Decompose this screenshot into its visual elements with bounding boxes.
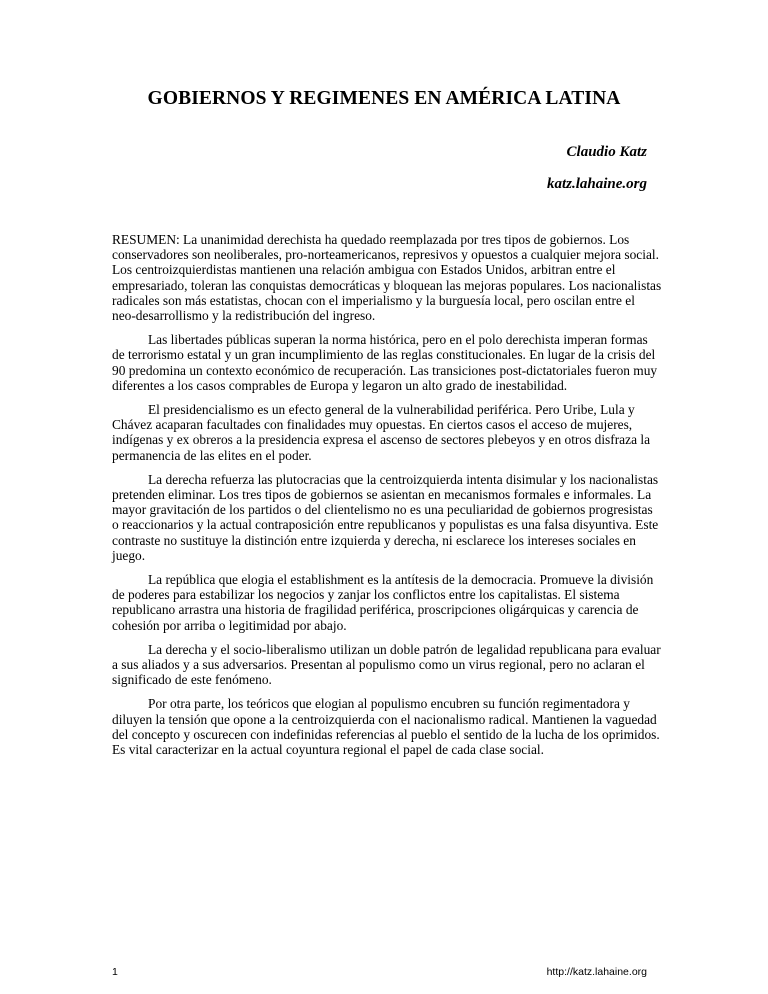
footer-url: http://katz.lahaine.org [546,966,647,978]
document-body [112,232,662,766]
body-paragraph: La derecha y el socio-liberalismo utilizan un doble patrón de legalidad republicana para evaluar a sus aliados y a sus adversarios. Presentan al populismo como un virus regional, pero no aclaran el significado de este fenómeno. [112,641,661,688]
summary-paragraph: RESUMEN: La unanimidad derechista ha quedado reemplazada por tres tipos de gobiernos. Los conservadores son neoliberales, pro-norteamericanos, represivos y opuestos a cualquier mejora social. Los centroizquierdistas mantienen una relación ambigua con Estados Unidos, arbitran entre el empresariado, toleran las conquistas democráticas y bloquean las mejoras populares. Los nacionalistas radicales son más estatistas, chocan con el imperialismo y la burguesía local, pero oscilan entre el neo-desarrollismo y la redistribución del ingreso. [112,232,662,324]
body-paragraph: Por otra parte, los teóricos que elogian al populismo encubren su función regimentadora y diluyen la tensión que opone a la centroizquierda con el nacionalismo radical. Mantienen la vaguedad del concepto y oscurecen con indefinidas referencias al pueblo el sentido de la lucha de los oprimidos. Es vital caracterizar en la actual coyuntura regional el papel de cada clase social. [112,696,660,758]
author-website: katz.lahaine.org [546,176,647,192]
body-paragraph: La derecha refuerza las plutocracias que la centroizquierda intenta disimular y los nacionalistas pretenden eliminar. Los tres tipos de gobiernos se asientan en mecanismos formales e informales. La mayor gravitación de los partidos o del clientelismo no es una peculiaridad de gobiernos progresistas o reaccionarios y la actual contraposición entre republicanos y populistas es una falsa disyuntiva. Este contraste no sustituye la distinción entre izquierda y derecha, ni esclarece los intereses sociales en juego. [112,471,659,563]
body-paragraph: El presidencialismo es un efecto general de la vulnerabilidad periférica. Pero Uribe, Lula y Chávez acaparan facultades con finalidades muy opuestas. En ciertos casos el acceso de mujeres, indígenas y ex obreros a la presidencia expresa el ascenso de sectores plebeyos y en otros disfraza la permanencia de las elites en el poder. [112,402,651,463]
body-paragraph: Las libertades públicas superan la norma histórica, pero en el polo derechista imperan formas de terrorismo estatal y un gran incumplimiento de las reglas constitucionales. En lugar de la crisis del 90 predomina un contexto económico de recuperación. Las transiciones post-dictatoriales fueron muy diferentes a los casos comprables de Europa y legaron un alto grado de inestabilidad. [112,332,658,393]
document-title: GOBIERNOS Y REGIMENES EN AMÉRICA LATINA [147,88,621,109]
author-name: Claudio Katz [566,144,647,160]
body-paragraph: La república que elogia el establishment es la antítesis de la democracia. Promueve la división de poderes para estabilizar los negocios y zanjar los conflictos entre los capitalistas. El sistema republicano arrastra una historia de fragilidad periférica, proscripciones oligárquicas y carencia de cohesión por arriba o legitimidad por abajo. [112,572,654,633]
page-number: 1 [112,966,118,978]
